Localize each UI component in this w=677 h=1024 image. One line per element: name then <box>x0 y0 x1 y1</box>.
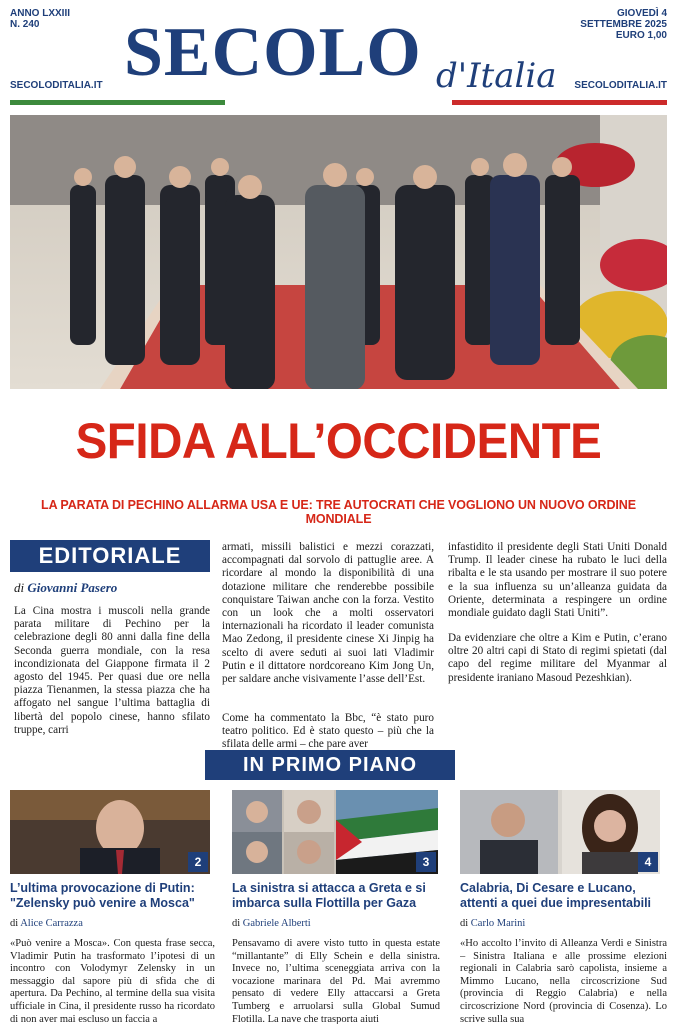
card-2-text: Pensavamo di avere visto tutto in questa estate “millantante” di Elly Schein e della sinistra. Invece no, l’ultima sceneggiata arriva con la vocazione marinara del Pd. Mai avremmo pensato di vedere Elly attaccarsi a Greta Tumberg e arruolarsi sulla Global Sumud Flotilla. La nave che trasporta aiuti <box>232 938 440 1024</box>
editorial-byline <box>14 580 117 596</box>
editorial-column-2a: armati, missili balistici e mezzi corazzati, accompagnati dal sorvolo di pattuglie aree. A ricordare al mondo la disponibilità di una dotazione militare che renderebbe possibile conquistare Taiwan anche con la forza. Vestito con un look che a molti osservatori internazionali ha ricordato il leader comunista Mao Zedong, il presidente cinese Xi Jinpig ha scelto di avere seduti ai suoi lati Vladimir Putin e il dittatore nordcoreano Kim Jong Un, per saldare anche visivamente l’asse dell’Est. <box>222 541 434 686</box>
site-url-left[interactable]: SECOLODITALIA.IT <box>10 80 103 91</box>
card-1-image[interactable] <box>10 790 210 874</box>
card-3-photo <box>460 790 660 874</box>
card-1-byline <box>10 918 83 929</box>
logo-script-text: d'Italia <box>436 56 557 96</box>
newspaper-logo <box>118 14 558 96</box>
editorial-banner: EDITORIALE <box>10 540 210 572</box>
editorial-column-3b: Da evidenziare che oltre a Kim e Putin, c’erano oltre 20 altri capi di Stato di regimi spietati (dal capo del regime militare del Myanmar al presidente iraniano Masoud Pezeshkian). <box>448 632 667 684</box>
main-headline: SFIDA ALL’OCCIDENTE <box>75 413 602 469</box>
flag-bar-red <box>452 100 667 105</box>
card-2-page-badge: 3 <box>416 852 436 872</box>
edition-label: ANNO LXXIII <box>10 8 71 19</box>
editorial-column-3a: infastidito il presidente degli Stati Uniti Donald Trump. Il leader cinese ha rubato le luci della ribalta e le sta usando per mostrare il suo potere e la sua influenza su un’alleanza guidata da Oriente, determinata a respingere un ordine mondiale guidato dagli Stati Uniti”. <box>448 541 667 620</box>
site-url-right[interactable]: SECOLODITALIA.IT <box>574 80 667 91</box>
editorial-column-2b: Come ha commentato la Bbc, “è stato puro teatro politico. Ed è stato questo – più che la sfilata delle armi – che pare aver <box>222 712 434 751</box>
card-2-byline <box>232 918 311 929</box>
masthead-left <box>10 8 120 91</box>
in-primo-piano-banner: IN PRIMO PIANO <box>205 750 455 780</box>
card-1-text: «Può venire a Mosca». Con questa frase secca, Vladimir Putin ha trasformato l’ipotesi di un incontro con Volodymyr Zelensky in un messaggio dal sapore più di sfida che di apertura. Da Pechino, al termine della sua visita ufficiale in Cina, il presidente russo ha ricordato di non aver mai escluso un faccia a <box>10 938 215 1024</box>
masthead-right <box>547 8 667 91</box>
hero-photo <box>10 115 667 389</box>
price-label: EURO 1,00 <box>615 30 667 41</box>
flag-bar-green <box>10 100 225 105</box>
card-2-title[interactable]: La sinistra si attacca a Greta e si imbarca sulla Flottilla per Gaza <box>232 881 426 910</box>
card-1-photo <box>10 790 210 874</box>
card-3-image[interactable] <box>460 790 660 874</box>
card-3-page-badge: 4 <box>638 852 658 872</box>
hero-photo-illustration <box>10 115 667 389</box>
card-3-title[interactable]: Calabria, Di Cesare e Lucano, attenti a quei due impresentabili <box>460 881 652 910</box>
date-day: GIOVEDÌ 4 <box>616 8 667 19</box>
card-3-byline <box>460 918 525 929</box>
card-2-photo <box>232 790 438 874</box>
card-1-page-badge: 2 <box>188 852 208 872</box>
card-2-image[interactable] <box>232 790 438 874</box>
card-1-title[interactable]: L’ultima provocazione di Putin: "Zelensky può venire a Mosca" <box>10 881 195 910</box>
card-1-author: Alice Carrazza <box>20 918 83 929</box>
logo-main-text: SECOLO <box>124 14 422 91</box>
main-subheadline: LA PARATA DI PECHINO ALLARMA USA E UE: TRE AUTOCRATI CHE VOGLIONO UN NUOVO ORDINE MONDIALE <box>41 498 636 526</box>
editorial-author: Giovanni Pasero <box>27 580 118 595</box>
card-2-byline-prefix: di <box>232 918 241 929</box>
card-3-text: «Ho accolto l’invito di Alleanza Verdi e Sinistra – Sinistra Italiana e alle prossime elezioni regionali in Calabria sarò capolista, insieme a Mimmo Lucano, nella circoscrizione Sud (provincia di Reggio Calabria) e nella circoscrizione Nord (provincia di Cosenza). Lo scrive sulla sua <box>460 938 667 1024</box>
card-3-byline-prefix: di <box>460 918 469 929</box>
editorial-byline-prefix: di <box>14 580 25 595</box>
card-1-byline-prefix: di <box>10 918 19 929</box>
editorial-column-1: La Cina mostra i muscoli nella grande parata militare di Pechino per la celebrazione degli 80 anni dalla fine della Seconda guerra mondiale, con la resa incondizionata del Giappone firmata il 2 agosto del 1945. Per quasi due ore nella piazza Tienanmen, la stessa piazza che ha affogato nel sangue l’ultima battaglia di libertà del popolo cinese, hanno sfilato truppe, carri <box>14 605 210 736</box>
date-month-year: SETTEMBRE 2025 <box>580 19 667 30</box>
card-2-author: Gabriele Alberti <box>242 918 311 929</box>
issue-number: N. 240 <box>10 19 40 30</box>
card-3-author: Carlo Marini <box>470 918 526 929</box>
